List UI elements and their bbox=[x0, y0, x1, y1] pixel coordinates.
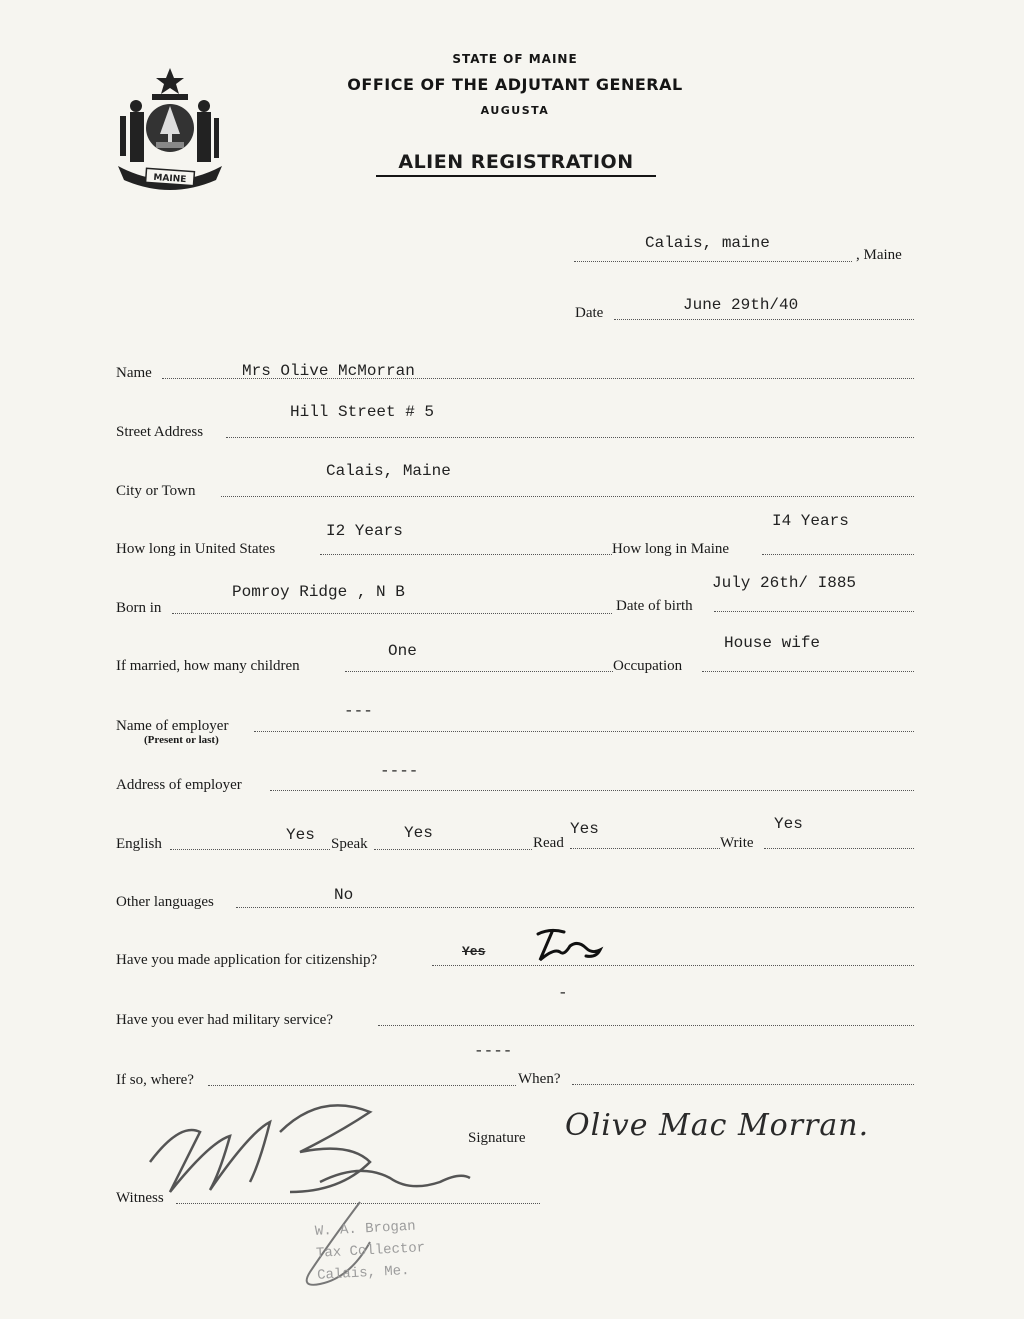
where-line bbox=[208, 1085, 516, 1086]
born-in-line bbox=[172, 613, 612, 614]
citizenship-line bbox=[432, 965, 914, 966]
occupation-line bbox=[702, 671, 914, 672]
children-value: One bbox=[388, 642, 417, 660]
read-line bbox=[570, 848, 720, 849]
children-line bbox=[345, 671, 613, 672]
when-line bbox=[572, 1084, 914, 1085]
other-languages-line bbox=[236, 907, 914, 908]
seal-label: MAINE bbox=[153, 172, 187, 186]
signature-label: Signature bbox=[468, 1130, 526, 1146]
employer-address-line bbox=[270, 790, 914, 791]
city-line bbox=[221, 496, 914, 497]
employer-name-line bbox=[254, 731, 914, 732]
city-label: City or Town bbox=[116, 483, 196, 499]
state-heading: STATE OF MAINE bbox=[452, 52, 578, 66]
stamp-line-3: Calais, Me. bbox=[316, 1263, 410, 1284]
how-long-maine-label: How long in Maine bbox=[612, 541, 730, 557]
employer-name-label: Name of employer bbox=[116, 718, 229, 734]
date-value: June 29th/40 bbox=[683, 296, 799, 314]
citizenship-struck-value: Yes bbox=[462, 944, 486, 959]
other-languages-value: No bbox=[334, 886, 354, 904]
employer-name-value: --- bbox=[344, 702, 373, 720]
stamp-line-1: W. A. Brogan bbox=[314, 1218, 417, 1240]
employer-address-value: ---- bbox=[380, 762, 419, 780]
other-languages-label: Other languages bbox=[116, 894, 214, 910]
date-of-birth-value: July 26th/ I885 bbox=[712, 574, 857, 592]
occupation-value: House wife bbox=[724, 634, 821, 652]
born-in-value: Pomroy Ridge , N B bbox=[232, 583, 405, 601]
speak-label: Speak bbox=[331, 836, 368, 852]
employer-name-sublabel: (Present or last) bbox=[144, 734, 219, 746]
employer-address-label: Address of employer bbox=[116, 777, 242, 793]
street-address-label: Street Address bbox=[116, 424, 204, 440]
speak-value: Yes bbox=[404, 824, 433, 842]
city-heading: AUGUSTA bbox=[480, 104, 550, 117]
speak-line bbox=[374, 849, 532, 850]
occupation-label: Occupation bbox=[613, 658, 683, 674]
write-line bbox=[764, 848, 914, 849]
stamp-line-2: Tax Collector bbox=[315, 1240, 426, 1262]
place-line bbox=[574, 261, 852, 262]
place-value: Calais, maine bbox=[645, 234, 770, 252]
how-long-us-value: I2 Years bbox=[326, 522, 403, 540]
date-of-birth-label: Date of birth bbox=[616, 598, 693, 614]
date-of-birth-line bbox=[714, 611, 914, 612]
maine-state-seal-icon bbox=[112, 66, 228, 190]
form-title: ALIEN REGISTRATION bbox=[376, 151, 656, 177]
english-value: Yes bbox=[286, 826, 315, 844]
svg-text:No: No bbox=[530, 926, 532, 927]
citizenship-handwritten-value bbox=[530, 926, 610, 966]
city-value: Calais, Maine bbox=[326, 462, 451, 480]
when-label: When? bbox=[518, 1071, 561, 1087]
street-address-value: Hill Street # 5 bbox=[290, 403, 435, 421]
how-long-maine-value: I4 Years bbox=[772, 512, 849, 530]
if-so-where-label: If so, where? bbox=[116, 1072, 194, 1088]
military-value: - bbox=[558, 984, 568, 1002]
citizenship-label: Have you made application for citizenship? bbox=[116, 952, 378, 968]
military-label: Have you ever had military service? bbox=[116, 1012, 333, 1028]
read-label: Read bbox=[533, 835, 564, 851]
write-label: Write bbox=[720, 835, 754, 851]
street-address-line bbox=[226, 437, 914, 438]
witness-label: Witness bbox=[116, 1190, 164, 1206]
english-label: English bbox=[116, 836, 162, 852]
where-when-value: ---- bbox=[474, 1042, 513, 1060]
maine-suffix-label: , Maine bbox=[856, 247, 902, 263]
name-label: Name bbox=[116, 365, 152, 381]
how-long-maine-line bbox=[762, 554, 914, 555]
how-long-us-line bbox=[320, 554, 612, 555]
tax-collector-stamp bbox=[314, 1215, 427, 1287]
date-line bbox=[614, 319, 914, 320]
write-value: Yes bbox=[774, 815, 803, 833]
witness-signature-value bbox=[140, 1092, 490, 1292]
signature-value: Olive Mac Morran. bbox=[565, 1108, 870, 1143]
born-in-label: Born in bbox=[116, 600, 162, 616]
svg-text:W A Brogan: W A Brogan bbox=[140, 1092, 145, 1093]
office-heading: OFFICE OF THE ADJUTANT GENERAL bbox=[347, 75, 683, 94]
date-label: Date bbox=[575, 305, 604, 321]
english-line bbox=[170, 849, 330, 850]
children-label: If married, how many children bbox=[116, 658, 300, 674]
name-value: Mrs Olive McMorran bbox=[242, 362, 415, 380]
read-value: Yes bbox=[570, 820, 599, 838]
how-long-us-label: How long in United States bbox=[116, 541, 276, 557]
military-line bbox=[378, 1025, 914, 1026]
